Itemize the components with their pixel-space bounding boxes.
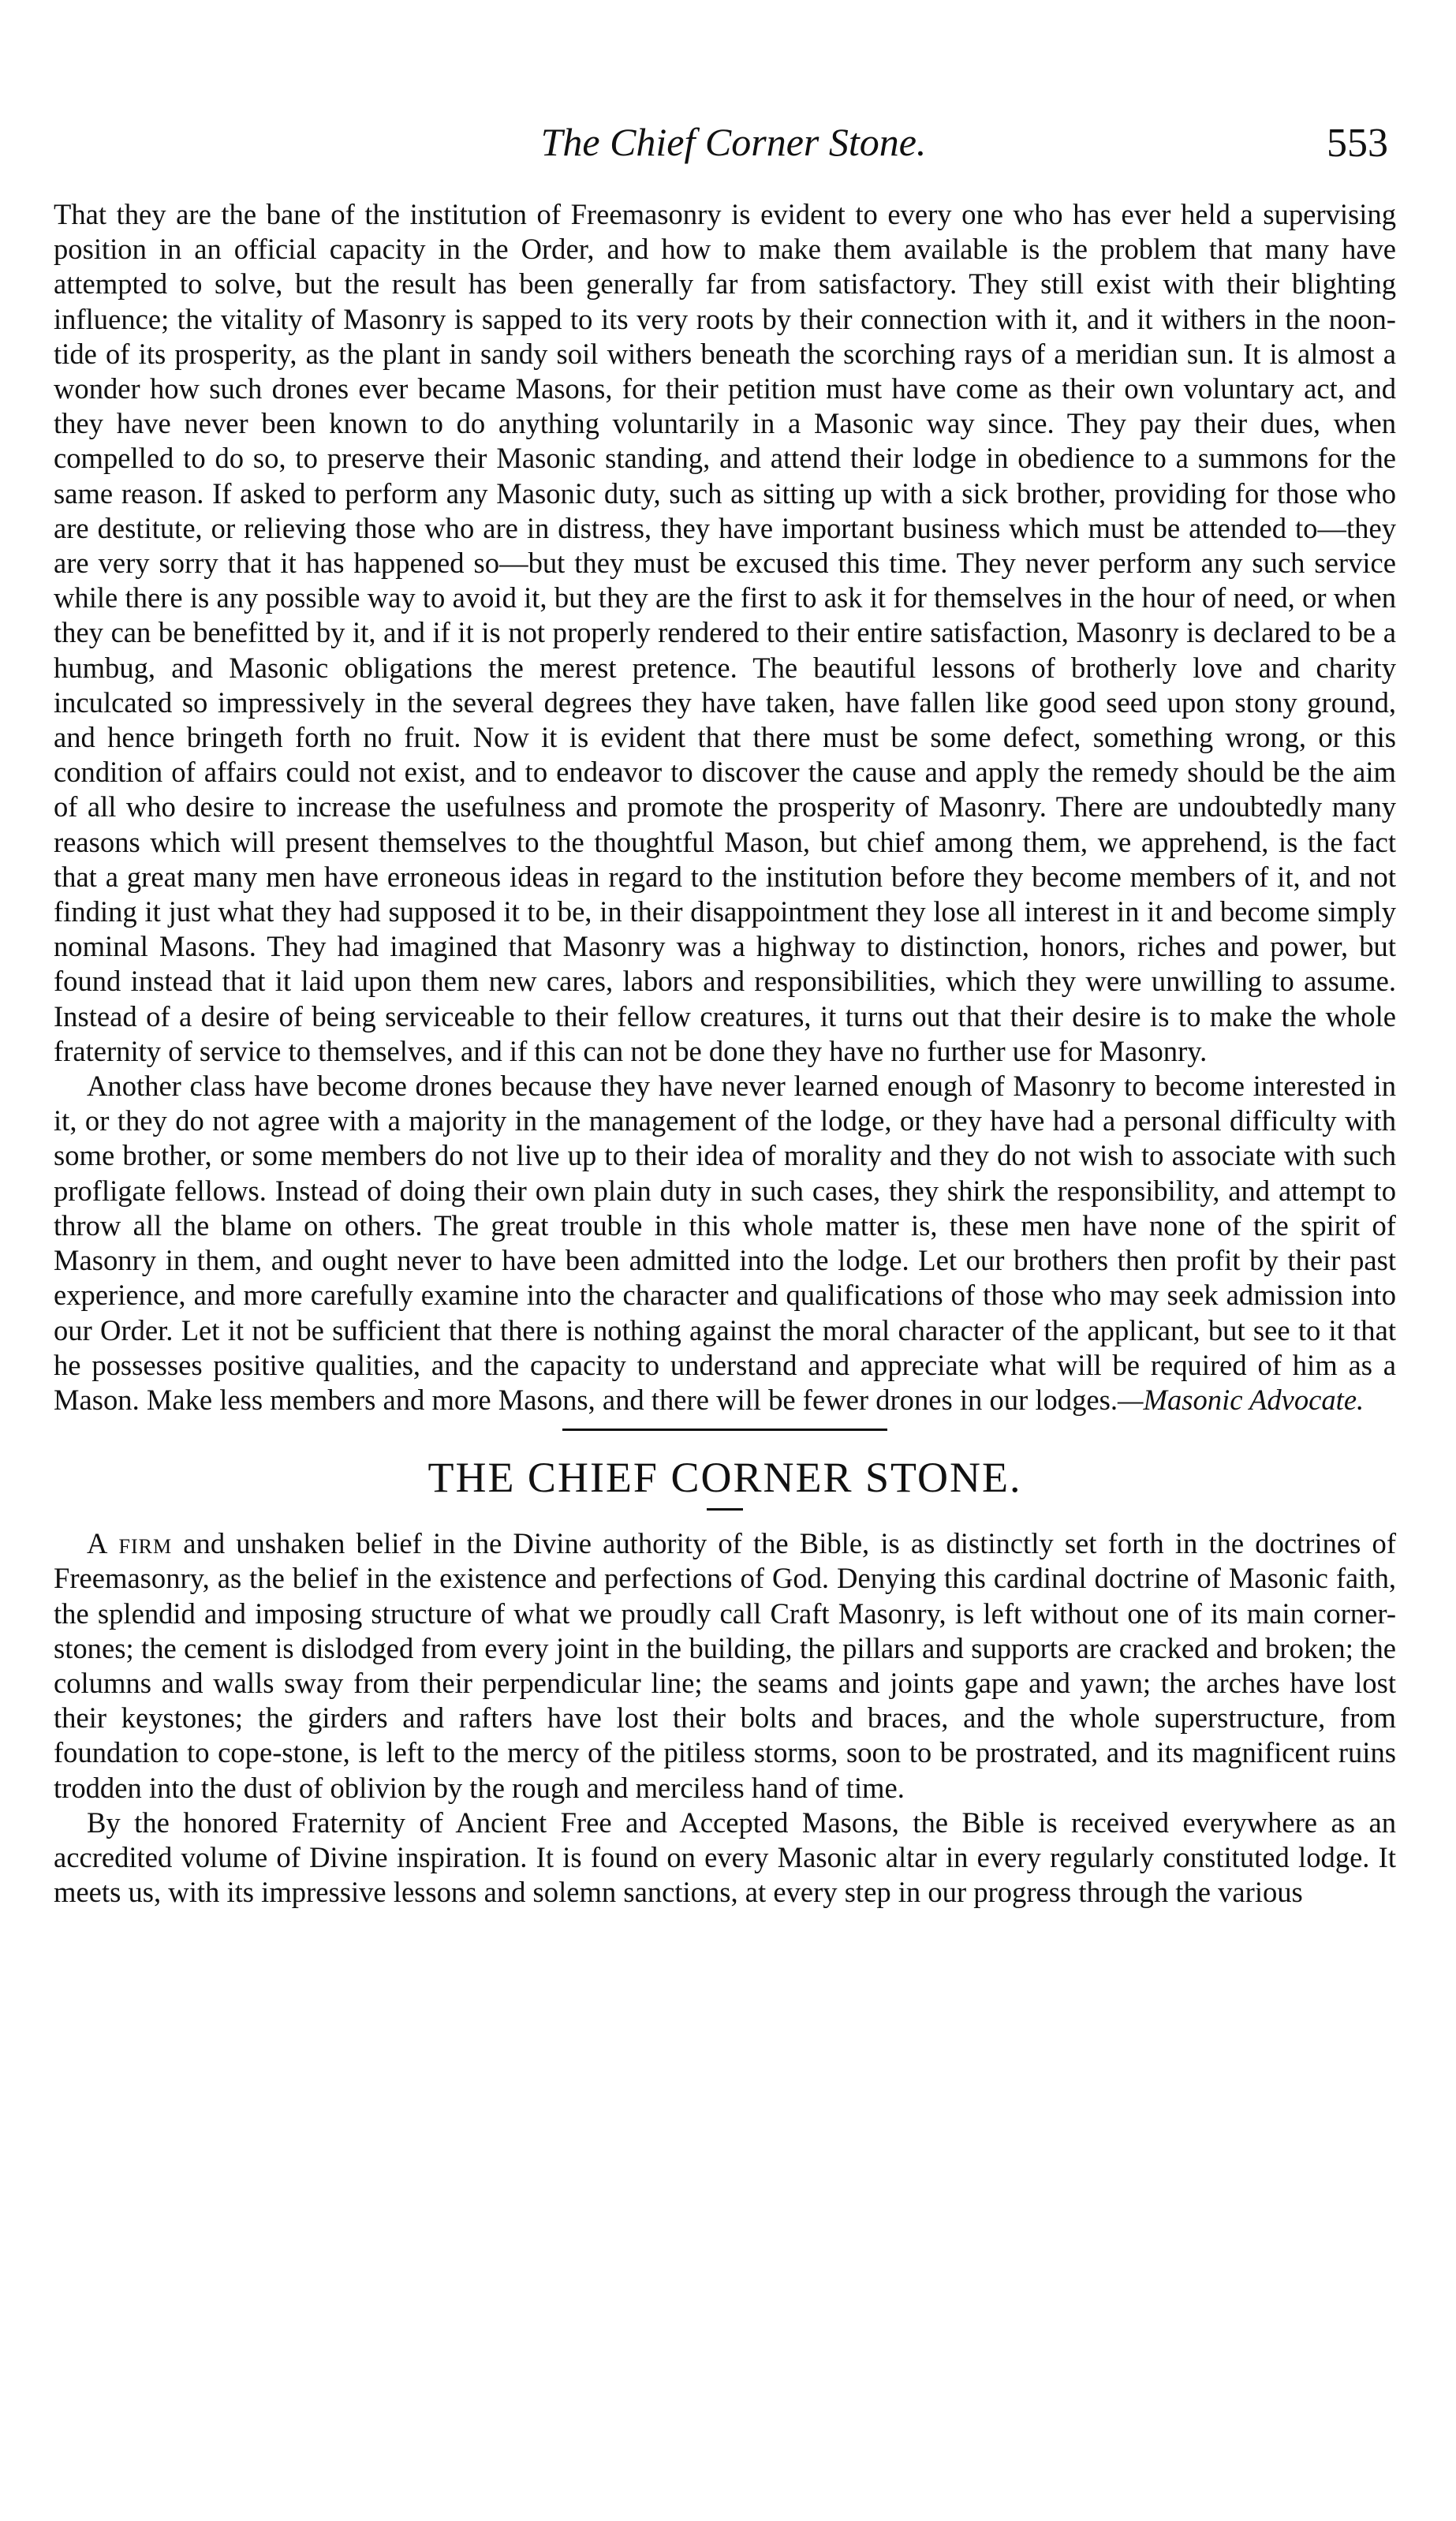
article1-source: —Masonic Advocate. (1118, 1383, 1365, 1416)
page-body (54, 197, 1396, 1910)
article2-paragraph-1-text: and unshaken belief in the Divine authority of the Bible, is as distinctly set forth in the doctrines of Freemasonry, as the belief in the existence and perfections of God. Denying this cardinal doctrine of Masonic faith, the splendid and imposing structure of what we proudly call Craft Masonry, is left without one of its main corner-stones; the cement is dislodged from every joint in the building, the pillars and supports are cracked and broken; the columns and walls sway from their perpendicular line; the seams and joints gape and yawn; the arches have lost their keystones; the girders and rafters have lost their bolts and braces, and the whole superstructure, from foundation to cope-stone, is left to the mercy of the pitiless storms, soon to be prostrated, and its magnificent ruins trodden into the dust of oblivion by the rough and merciless hand of time. (54, 1527, 1397, 1804)
title-underline (707, 1508, 743, 1511)
page-header (47, 118, 1388, 189)
article2-title: THE CHIEF CORNER STONE. (427, 1454, 1022, 1502)
article1-paragraph-2 (54, 1069, 1396, 1417)
page-number: 553 (1327, 121, 1388, 166)
article1-paragraph-1: That they are the bane of the institution of Freemasonry is evident to every one who has ever held a supervising position in an official capacity in the Order, and how to make them available is the problem that many have attempted to solve, but the result has been generally far from satisfactory. They still exist with their blighting influence; the vitality of Masonry is sapped to its very roots by their connection with it, and it withers in the noon-tide of its prosperity, as the plant in sandy soil withers beneath the scorching rays of a meridian sun. It is almost a wonder how such drones ever became Masons, for their petition must have come as their own voluntary act, and they have never been known to do anything voluntarily in a Masonic way since. They pay their dues, when compelled to do so, to preserve their Masonic standing, and attend their lodge in obedience to a summons for the same reason. If asked to perform any Masonic duty, such as sitting up with a sick brother, providing for those who are destitute, or relieving those who are in distress, they have important business which must be attended to—they are very sorry that it has happened so—but they must be excused this time. They never perform any such service while there is any possible way to avoid it, but they are the first to ask it for themselves in the hour of need, or when they can be benefitted by it, and if it is not properly rendered to their entire satisfaction, Masonry is declared to be a humbug, and Masonic obligations the merest pretence. The beautiful lessons of brotherly love and charity inculcated so impressively in the several degrees they have taken, have fallen like good seed upon stony ground, and hence bringeth forth no fruit. Now it is evident that there must be some defect, something wrong, or this condition of affairs could not exist, and to endeavor to discover the cause and apply the remedy should be the aim of all who desire to increase the usefulness and promote the prosperity of Masonry. There are undoubtedly many reasons which will present themselves to the thoughtful Mason, but chief among them, we apprehend, is the fact that a great many men have erroneous ideas in regard to the institution before they become members of it, and not finding it just what they had supposed it to be, in their disappointment they lose all interest in it and become simply nominal Masons. They had imagined that Masonry was a highway to distinction, honors, riches and power, but found instead that it laid upon them new cares, labors and responsibilities, which they were unwilling to assume. Instead of a desire of being serviceable to their fellow creatures, it turns out that their desire is to make the whole fraternity of service to themselves, and if this can not be done they have no further use for Masonry. (54, 198, 1396, 1067)
section-divider (562, 1429, 887, 1431)
article2-paragraph-1 (54, 1526, 1396, 1806)
running-title: The Chief Corner Stone. (540, 120, 927, 164)
article2-paragraph-2: By the honored Fraternity of Ancient Free and Accepted Masons, the Bible is received everywhere as an accredited volume of Divine inspiration. It is found on every Masonic altar in every regularly constituted lodge. It meets us, with its impressive lessons and solemn sanctions, at every step in our progress through the various (54, 1806, 1396, 1909)
article2-opening-words: A firm (87, 1527, 173, 1560)
article1-paragraph-2-text: Another class have become drones because they have never learned enough of Masonry to become interested in it, or they do not agree with a majority in the management of the lodge, or they have had a personal difficulty with some brother, or some members do not live up to their idea of morality and they do not wish to associate with such profligate fellows. Instead of doing their own plain duty in such cases, they shirk the responsibility, and attempt to throw all the blame on others. The great trouble in this whole matter is, these men have none of the spirit of Masonry in them, and ought never to have been admitted into the lodge. Let our brothers then profit by their past experience, and more carefully examine into the character and qualifications of those who may seek admission into our Order. Let it not be sufficient that there is nothing against the moral character of the applicant, but see to it that he possesses positive qualities, and the capacity to understand and appreciate what will be required of him as a Mason. Make less members and more Masons, and there will be fewer drones in our lodges. (54, 1070, 1396, 1416)
